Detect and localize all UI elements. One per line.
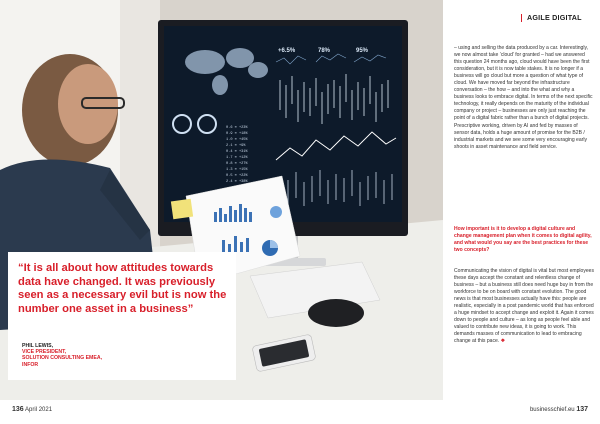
site-url: businesschief.eu — [529, 407, 575, 413]
footer-left — [12, 406, 52, 413]
screen-legend-6: 1.7 ≡ +12% — [226, 156, 248, 160]
attribution-role-3: INFOR — [22, 361, 39, 368]
screen-legend-3: 1.0 ≡ +45% — [226, 138, 248, 142]
screen-stat-1: +6.5% — [278, 48, 296, 54]
interview-answer — [454, 268, 594, 346]
screen-legend-1: 0.6 ≡ +23% — [226, 126, 248, 130]
page-number-left: 136 — [12, 406, 24, 413]
end-mark-icon: ❖ — [500, 338, 506, 345]
section-tag: AGILE DIGITAL — [521, 14, 582, 22]
attribution-role-1: VICE PRESIDENT, — [22, 349, 67, 356]
screen-legend-8: 1.3 ≡ +15% — [226, 168, 248, 172]
attribution-role-2: SOLUTION CONSULTING EMEA, — [22, 355, 103, 362]
issue-date: April 2021 — [25, 407, 53, 413]
quote-attribution — [22, 343, 102, 368]
answer-text: Communicating the vision of digital is vital but most employees these days accept the constant and relentless change of business – but a business still does need huge buy in from the workforce to be on board with constant evolution. The good news is that most businesses actually have this: people are realistic, especially in a post pandemic world that has enforced a huge mindset to accept change and exploit it. Again it comes down to people and culture – as long as people feel able and valued to contribute new ideas, it is going to work. This demands masses of communication to lead to embracing change at this pace. — [454, 268, 594, 345]
screen-legend-4: 2.1 ≡ +9% — [226, 144, 246, 148]
footer-right — [530, 406, 588, 413]
interview-question: How important is it to develop a digital culture and change management plan when it comes to digital agility, and what would you say are the best practices for these two concepts? — [454, 226, 592, 254]
screen-stat-2: 78% — [318, 48, 331, 54]
screen-stat-3: 95% — [356, 48, 369, 54]
screen-legend-9: 0.5 ≡ +22% — [226, 174, 248, 178]
pull-quote: “It is all about how attitudes towards data have changed. It was previously seen as a necessary evil but is now the number one asset in a business” — [18, 262, 227, 315]
page-number-right: 137 — [576, 406, 588, 413]
screen-legend-5: 0.4 ≡ +31% — [226, 150, 248, 154]
body-paragraph: – using and selling the data produced by a car. Interestingly, we now almost take ‘cloud’ for granted – had we answered this question 24 months ago, cloud would have been the first consideration, but it is now table stakes. It is no longer if a business will go cloud but more a question of what type of cloud. We have moved far beyond the infrastructure conversation – the how – and into the what and why a business looks to embrace digital. In terms of the next specific technology, it really depends on the maturity of the individual company or project – businesses are only just reaching the point of a digital fabric rather than a bunch of digital projects. Prescriptive working, driven by AI and fed by masses of sensor data, holds a huge amount of promise for the B2B / industrial markets and we see some very encouraging early shoots in asset maintenance and field service. — [454, 45, 593, 150]
screen-legend-10: 2.4 ≡ +38% — [226, 180, 248, 184]
screen-legend-7: 0.8 ≡ +27% — [226, 162, 248, 166]
screen-legend-2: 0.9 ≡ +18% — [226, 132, 248, 136]
attribution-name: PHIL LEWIS, — [22, 343, 54, 349]
